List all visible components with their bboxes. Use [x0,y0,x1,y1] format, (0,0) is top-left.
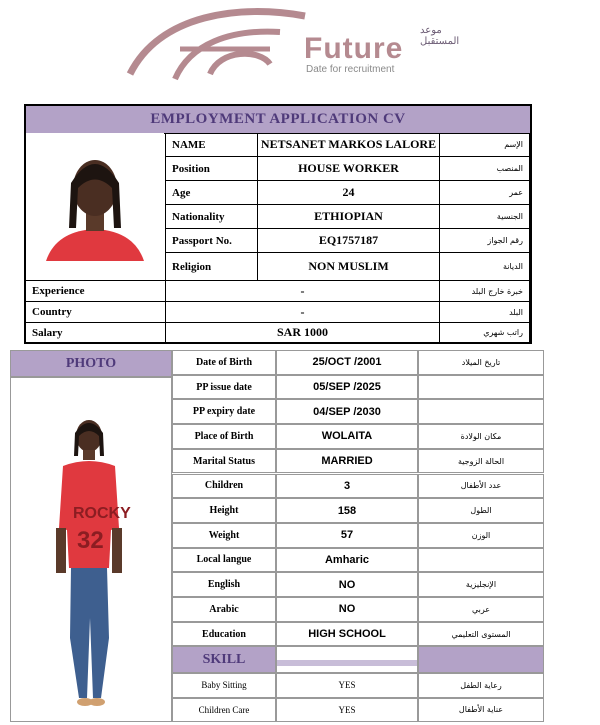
field-label-arabic: المنصب [440,157,530,181]
skill-header-blank-ar [418,646,544,673]
detail-label: Children [172,474,276,499]
field-label: Passport No. [166,229,258,253]
detail-value: MARRIED [276,449,418,474]
field-label: Age [166,181,258,205]
field-value: - [166,281,440,302]
detail-value: 25/OCT /2001 [276,350,418,375]
photo-header: PHOTO [10,350,172,377]
company-logo [120,4,480,86]
full-body-photo-cell [10,377,172,722]
field-label-arabic: رقم الجواز [440,229,530,253]
detail-value: NO [276,597,418,622]
detail-label: Education [172,622,276,647]
field-label-arabic: خبرة خارج البلد [440,281,530,302]
detail-value: NO [276,572,418,597]
detail-label-arabic: الطول [418,498,544,523]
detail-value: 05/SEP /2025 [276,375,418,400]
detail-value: 04/SEP /2030 [276,399,418,424]
field-value: ETHIOPIAN [258,205,440,229]
field-value: - [166,302,440,323]
detail-label: Local langue [172,548,276,573]
field-label-arabic: الإسم [440,133,530,157]
detail-label-arabic: الإنجليزية [418,572,544,597]
headshot-photo [26,133,164,279]
detail-label: Arabic [172,597,276,622]
field-label: Experience [26,281,166,302]
detail-label: Date of Birth [172,350,276,375]
field-value: 24 [258,181,440,205]
detail-label: Weight [172,523,276,548]
detail-value: WOLAITA [276,424,418,449]
field-label-arabic: الجنسية [440,205,530,229]
field-label-arabic: الديانة [440,253,530,281]
detail-value: 57 [276,523,418,548]
detail-label-arabic: الحالة الزوجية [418,449,544,474]
detail-label-arabic [418,548,544,573]
brand-name: Future [304,32,404,65]
detail-label-arabic [418,375,544,400]
field-label: Religion [166,253,258,281]
detail-value: HIGH SCHOOL [276,622,418,647]
field-label: Position [166,157,258,181]
detail-value: Amharic [276,548,418,573]
brand-arabic: موعد المستقبل [420,25,460,47]
skill-value: YES [276,673,418,698]
detail-value: 3 [276,474,418,499]
svg-text:32: 32 [77,527,104,554]
detail-label-arabic: عدد الأطفال [418,474,544,499]
detail-label-arabic: تاريخ الميلاد [418,350,544,375]
brand-tagline: Date for recruitment [306,64,395,75]
detail-value: 158 [276,498,418,523]
detail-label: Height [172,498,276,523]
field-value: NON MUSLIM [258,253,440,281]
field-label: Country [26,302,166,323]
field-value: EQ1757187 [258,229,440,253]
field-value: HOUSE WORKER [258,157,440,181]
detail-label-arabic: مكان الولادة [418,424,544,449]
detail-label: PP expiry date [172,399,276,424]
field-label: NAME [166,133,258,157]
detail-label: Place of Birth [172,424,276,449]
detail-label-arabic: المستوى التعليمي [418,622,544,647]
field-label: Nationality [166,205,258,229]
field-value: SAR 1000 [166,323,440,343]
field-label-arabic: البلد [440,302,530,323]
skill-value: YES [276,698,418,723]
skill-label: Baby Sitting [172,673,276,698]
detail-label-arabic [418,399,544,424]
detail-label-arabic: عربي [418,597,544,622]
detail-label: English [172,572,276,597]
skill-label-arabic: عناية الأطفال [418,698,544,723]
detail-label: PP issue date [172,375,276,400]
skill-header-blank [276,646,418,673]
headshot-cell [26,133,166,281]
detail-label-arabic: الوزن [418,523,544,548]
personal-info-table [24,104,532,344]
skill-label: Children Care [172,698,276,723]
field-label-arabic: راتب شهري [440,323,530,343]
skill-label-arabic: رعاية الطفل [418,673,544,698]
detail-label: Marital Status [172,449,276,474]
svg-text:ROCKY: ROCKY [73,505,131,522]
full-body-photo [11,378,171,721]
cv-title: EMPLOYMENT APPLICATION CV [26,106,530,134]
details-table [10,350,544,722]
field-label-arabic: عمر [440,181,530,205]
field-value: NETSANET MARKOS LALORE [258,133,440,157]
field-label: Salary [26,323,166,343]
skill-header: SKILL [172,646,276,673]
